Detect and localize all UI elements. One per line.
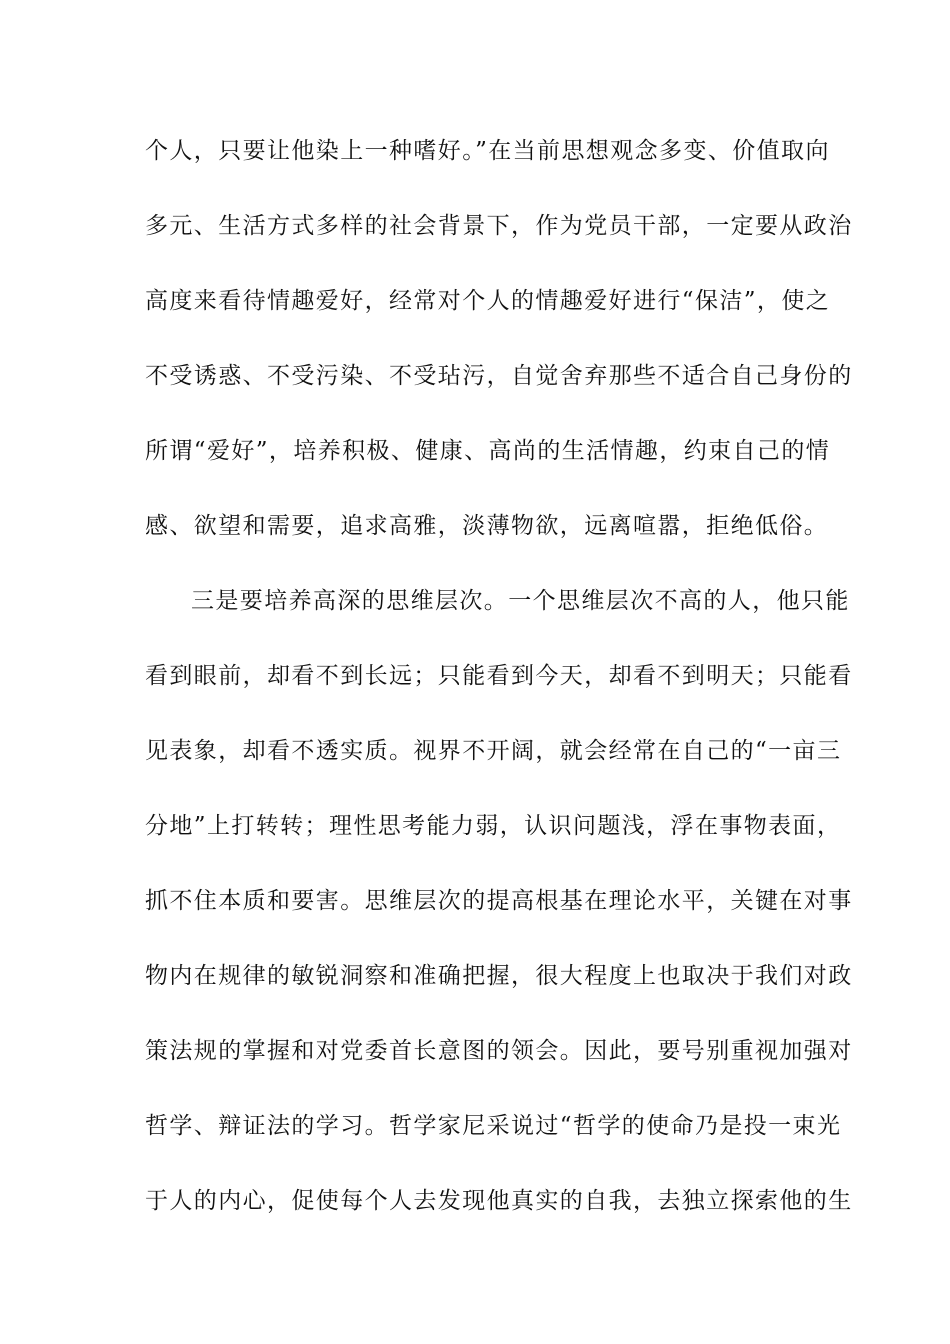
text-line: 见表象，却看不透实质。视界不开阔，就会经常在自己的“一亩三 bbox=[145, 738, 842, 764]
text-line: 策法规的掌握和对党委首长意图的领会。因此，要号别重视加强对 bbox=[145, 1038, 853, 1064]
text-line: 感、欲望和需要，追求高雅，淡薄物欲，远离喧嚣，拒绝低俗。 bbox=[145, 513, 829, 539]
text-line: 高度来看待情趣爱好，经常对个人的情趣爱好进行“保洁”，使之 bbox=[145, 288, 831, 314]
text-line: 哲学、辩证法的学习。哲学家尼采说过“哲学的使命乃是投一束光 bbox=[145, 1113, 842, 1139]
text-line: 看到眼前，却看不到长远；只能看到今天，却看不到明天；只能看 bbox=[145, 663, 853, 689]
text-line: 多元、生活方式多样的社会背景下，作为党员干部，一定要从政治 bbox=[145, 213, 853, 239]
text-line: 于人的内心，促使每个人去发现他真实的自我，去独立探索他的生 bbox=[145, 1188, 853, 1214]
text-line: 抓不住本质和要害。思维层次的提高根基在理论水平，关键在对事 bbox=[145, 888, 853, 914]
text-line: 个人，只要让他染上一种嗜好。”在当前思想观念多变、价值取向 bbox=[145, 138, 830, 164]
text-line: 所谓“爱好”，培养积极、健康、高尚的生活情趣，约束自己的情 bbox=[145, 438, 831, 464]
text-line: 分地”上打转转；理性思考能力弱，认识问题浅，浮在事物表面， bbox=[145, 813, 842, 839]
paragraph-start-line: 三是要培养高深的思维层次。一个思维层次不高的人，他只能 bbox=[191, 588, 850, 614]
text-line: 不受诱惑、不受污染、不受玷污，自觉舍弃那些不适合自己身份的 bbox=[145, 363, 853, 389]
body-text bbox=[145, 126, 853, 1251]
text-line: 物内在规律的敏锐洞察和准确把握，很大程度上也取决于我们对政 bbox=[145, 963, 853, 989]
